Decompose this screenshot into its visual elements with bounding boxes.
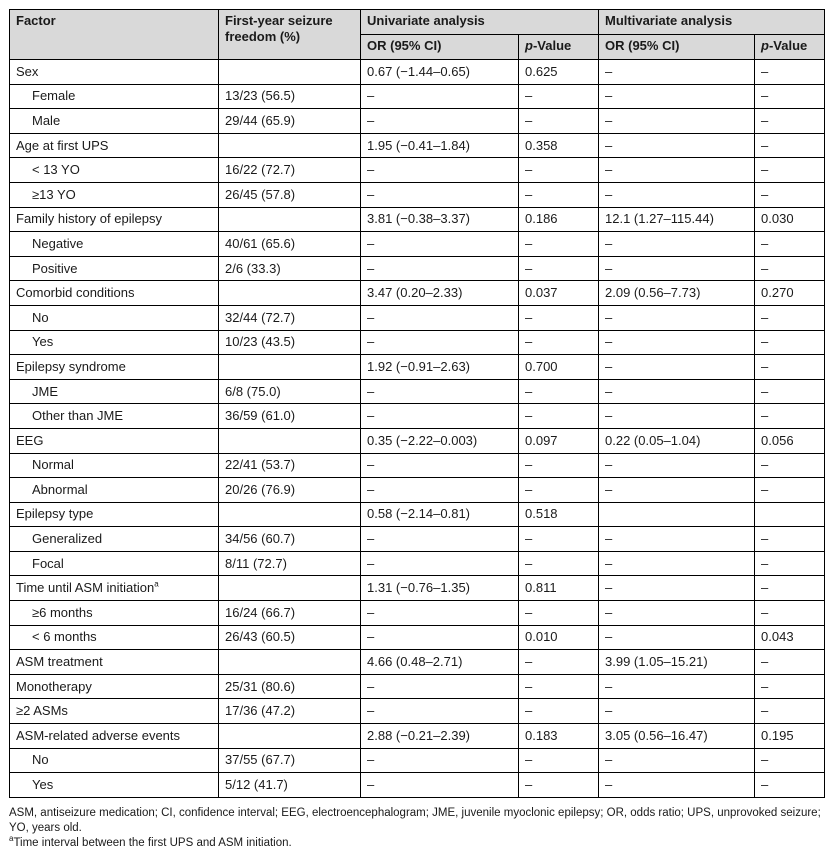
cell-multivariate-p: – [755,773,825,798]
cell-univariate-p: – [519,601,599,626]
table-row [10,502,825,527]
cell-univariate-p: – [519,330,599,355]
table-row [10,674,825,699]
table-row [10,158,825,183]
cell-multivariate-p: – [755,748,825,773]
table-row [10,527,825,552]
table-row [10,182,825,207]
cell-univariate-or: – [361,404,519,429]
table-row [10,379,825,404]
cell-multivariate-or: – [599,674,755,699]
cell-univariate-p: – [519,674,599,699]
cell-factor: Generalized [10,527,219,552]
cell-multivariate-p: 0.056 [755,428,825,453]
cell-multivariate-p: – [755,650,825,675]
cell-first-year-freedom [219,576,361,601]
cell-factor: Comorbid conditions [10,281,219,306]
cell-univariate-p: – [519,379,599,404]
cell-multivariate-p: – [755,232,825,257]
cell-multivariate-or: – [599,60,755,85]
cell-multivariate-or: – [599,256,755,281]
cell-first-year-freedom: 5/12 (41.7) [219,773,361,798]
cell-univariate-or: – [361,453,519,478]
cell-multivariate-p: – [755,527,825,552]
cell-univariate-p: – [519,256,599,281]
table-row [10,84,825,109]
cell-factor: < 13 YO [10,158,219,183]
cell-univariate-p: 0.358 [519,133,599,158]
cell-multivariate-p: – [755,84,825,109]
cell-factor: Normal [10,453,219,478]
cell-factor: ASM treatment [10,650,219,675]
cell-factor: Monotherapy [10,674,219,699]
cell-multivariate-p: 0.270 [755,281,825,306]
cell-univariate-p: 0.037 [519,281,599,306]
cell-multivariate-p: – [755,379,825,404]
cell-factor: ≥6 months [10,601,219,626]
header-factor: Factor [10,10,219,60]
cell-factor: Yes [10,330,219,355]
cell-factor: ≥13 YO [10,182,219,207]
cell-factor: ≥2 ASMs [10,699,219,724]
cell-factor: < 6 months [10,625,219,650]
cell-multivariate-or: – [599,699,755,724]
cell-first-year-freedom: 37/55 (67.7) [219,748,361,773]
cell-first-year-freedom: 20/26 (76.9) [219,478,361,503]
cell-multivariate-p: – [755,182,825,207]
cell-multivariate-or: – [599,748,755,773]
header-freedom-line1: First-year seizure [225,13,333,28]
cell-univariate-or: 3.81 (−0.38–3.37) [361,207,519,232]
table-row [10,281,825,306]
cell-multivariate-p: – [755,453,825,478]
cell-factor: Family history of epilepsy [10,207,219,232]
cell-multivariate-or: – [599,158,755,183]
cell-first-year-freedom: 32/44 (72.7) [219,305,361,330]
cell-first-year-freedom: 6/8 (75.0) [219,379,361,404]
cell-first-year-freedom [219,724,361,749]
cell-multivariate-p: – [755,133,825,158]
cell-first-year-freedom: 2/6 (33.3) [219,256,361,281]
cell-multivariate-or: – [599,551,755,576]
table-row [10,305,825,330]
cell-univariate-or: – [361,625,519,650]
cell-univariate-or: 1.95 (−0.41–1.84) [361,133,519,158]
cell-factor: Focal [10,551,219,576]
table-row [10,207,825,232]
cell-univariate-or: – [361,158,519,183]
cell-multivariate-p: – [755,355,825,380]
cell-multivariate-p: – [755,551,825,576]
cell-univariate-or: – [361,773,519,798]
cell-multivariate-p: – [755,699,825,724]
cell-multivariate-or: – [599,355,755,380]
cell-multivariate-p: – [755,330,825,355]
cell-multivariate-p [755,502,825,527]
cell-first-year-freedom: 29/44 (65.9) [219,109,361,134]
cell-first-year-freedom: 16/24 (66.7) [219,601,361,626]
cell-univariate-or: – [361,527,519,552]
footnote-marker: a [9,833,14,843]
cell-univariate-p: 0.811 [519,576,599,601]
cell-multivariate-or: – [599,773,755,798]
footnote-abbreviations: ASM, antiseizure medication; CI, confidence interval; EEG, electroencephalogram; JME, juvenile myoclonic epilepsy; OR, odds ratio; UPS, unprovoked seizure; YO, years old. [9,806,821,834]
table-row [10,133,825,158]
cell-univariate-or: 1.31 (−0.76–1.35) [361,576,519,601]
cell-univariate-or: 0.35 (−2.22–0.003) [361,428,519,453]
cell-multivariate-or: 0.22 (0.05–1.04) [599,428,755,453]
cell-multivariate-or: – [599,478,755,503]
cell-multivariate-or: – [599,527,755,552]
header-uni-p: p-Value [519,35,599,60]
cell-univariate-p: 0.183 [519,724,599,749]
cell-univariate-p: – [519,453,599,478]
cell-first-year-freedom [219,355,361,380]
cell-first-year-freedom [219,207,361,232]
cell-univariate-p: – [519,748,599,773]
cell-multivariate-p: – [755,60,825,85]
table-row [10,773,825,798]
cell-univariate-p: – [519,305,599,330]
cell-multivariate-or: 2.09 (0.56–7.73) [599,281,755,306]
cell-univariate-p: 0.518 [519,502,599,527]
cell-univariate-or: – [361,379,519,404]
cell-univariate-p: 0.700 [519,355,599,380]
cell-first-year-freedom: 36/59 (61.0) [219,404,361,429]
cell-univariate-p: – [519,109,599,134]
cell-factor: Age at first UPS [10,133,219,158]
cell-factor: Other than JME [10,404,219,429]
cell-factor: Time until ASM initiation$^a$ [10,576,219,601]
cell-multivariate-p: – [755,305,825,330]
table-row [10,650,825,675]
header-multi-or: OR (95% CI) [599,35,755,60]
table-row [10,109,825,134]
footnote-ref: a [154,579,159,589]
cell-factor: No [10,748,219,773]
cell-univariate-p: – [519,773,599,798]
cell-multivariate-or: – [599,182,755,207]
cell-multivariate-or: – [599,330,755,355]
cell-multivariate-p: – [755,478,825,503]
table-row [10,625,825,650]
cell-multivariate-p: – [755,158,825,183]
seizure-freedom-table [9,9,825,798]
table-footnotes [9,806,824,851]
cell-first-year-freedom [219,281,361,306]
cell-univariate-p: 0.097 [519,428,599,453]
cell-factor: Positive [10,256,219,281]
cell-univariate-or: – [361,232,519,257]
cell-univariate-p: – [519,232,599,257]
cell-factor: Yes [10,773,219,798]
cell-univariate-p: – [519,404,599,429]
cell-factor: Sex [10,60,219,85]
table-row [10,428,825,453]
cell-univariate-p: – [519,650,599,675]
cell-first-year-freedom [219,650,361,675]
table-row [10,601,825,626]
cell-multivariate-p: – [755,576,825,601]
cell-univariate-or: – [361,551,519,576]
table-row [10,724,825,749]
cell-first-year-freedom: 26/45 (57.8) [219,182,361,207]
cell-univariate-or: 0.58 (−2.14–0.81) [361,502,519,527]
cell-multivariate-or: – [599,133,755,158]
cell-univariate-p: – [519,527,599,552]
cell-factor: Male [10,109,219,134]
cell-first-year-freedom [219,428,361,453]
footnote-text: Time interval between the first UPS and ASM initiation. [13,836,292,849]
table-row [10,748,825,773]
cell-multivariate-or: – [599,625,755,650]
cell-multivariate-p: – [755,674,825,699]
cell-multivariate-or: – [599,232,755,257]
cell-univariate-p: – [519,478,599,503]
cell-univariate-or: – [361,305,519,330]
results-table-container [9,9,824,851]
cell-first-year-freedom: 26/43 (60.5) [219,625,361,650]
cell-univariate-or: – [361,182,519,207]
cell-multivariate-or: – [599,453,755,478]
cell-multivariate-p: – [755,256,825,281]
cell-multivariate-or: – [599,576,755,601]
cell-univariate-p: – [519,182,599,207]
cell-multivariate-or: – [599,601,755,626]
cell-first-year-freedom: 13/23 (56.5) [219,84,361,109]
cell-first-year-freedom: 34/56 (60.7) [219,527,361,552]
cell-first-year-freedom: 40/61 (65.6) [219,232,361,257]
cell-multivariate-or: 12.1 (1.27–115.44) [599,207,755,232]
cell-factor: Abnormal [10,478,219,503]
cell-univariate-or: – [361,699,519,724]
footnote-a [9,833,824,851]
cell-factor: Epilepsy syndrome [10,355,219,380]
cell-first-year-freedom [219,60,361,85]
cell-first-year-freedom: 25/31 (80.6) [219,674,361,699]
cell-univariate-or: – [361,601,519,626]
cell-univariate-or: – [361,748,519,773]
cell-multivariate-p: – [755,109,825,134]
cell-first-year-freedom [219,133,361,158]
header-freedom-line2: freedom (%) [225,29,301,44]
cell-multivariate-p: – [755,404,825,429]
cell-univariate-or: 4.66 (0.48–2.71) [361,650,519,675]
cell-factor: No [10,305,219,330]
cell-univariate-or: – [361,674,519,699]
cell-factor: Female [10,84,219,109]
cell-first-year-freedom [219,502,361,527]
cell-univariate-or: 1.92 (−0.91–2.63) [361,355,519,380]
table-row [10,551,825,576]
cell-first-year-freedom: 8/11 (72.7) [219,551,361,576]
table-row [10,404,825,429]
cell-factor: Epilepsy type [10,502,219,527]
cell-univariate-or: 0.67 (−1.44–0.65) [361,60,519,85]
cell-univariate-p: – [519,158,599,183]
cell-factor: ASM-related adverse events [10,724,219,749]
cell-univariate-or: 2.88 (−0.21–2.39) [361,724,519,749]
cell-univariate-p: – [519,699,599,724]
table-row [10,60,825,85]
table-row [10,453,825,478]
cell-univariate-p: – [519,84,599,109]
cell-multivariate-or: – [599,305,755,330]
cell-univariate-p: 0.186 [519,207,599,232]
cell-multivariate-or: – [599,404,755,429]
cell-univariate-or: – [361,256,519,281]
table-header [10,10,825,60]
header-multi-p: p-Value [755,35,825,60]
header-first-year-freedom [219,10,361,60]
cell-factor: Negative [10,232,219,257]
header-uni-or: OR (95% CI) [361,35,519,60]
cell-multivariate-p: 0.195 [755,724,825,749]
cell-multivariate-p: 0.030 [755,207,825,232]
table-row [10,330,825,355]
cell-first-year-freedom: 16/22 (72.7) [219,158,361,183]
cell-first-year-freedom: 22/41 (53.7) [219,453,361,478]
table-row [10,355,825,380]
cell-multivariate-or [599,502,755,527]
cell-univariate-or: – [361,478,519,503]
table-row [10,576,825,601]
table-row [10,699,825,724]
cell-multivariate-p: – [755,601,825,626]
cell-factor: JME [10,379,219,404]
header-univariate: Univariate analysis [361,10,599,35]
cell-univariate-or: – [361,330,519,355]
cell-univariate-p: 0.625 [519,60,599,85]
cell-factor: EEG [10,428,219,453]
cell-multivariate-or: 3.99 (1.05–15.21) [599,650,755,675]
cell-univariate-or: – [361,109,519,134]
cell-multivariate-or: – [599,84,755,109]
cell-univariate-p: – [519,551,599,576]
cell-first-year-freedom: 10/23 (43.5) [219,330,361,355]
table-body [10,60,825,798]
table-row [10,256,825,281]
table-row [10,478,825,503]
cell-multivariate-p: 0.043 [755,625,825,650]
cell-multivariate-or: – [599,379,755,404]
header-multivariate: Multivariate analysis [599,10,825,35]
cell-multivariate-or: – [599,109,755,134]
cell-first-year-freedom: 17/36 (47.2) [219,699,361,724]
cell-univariate-p: 0.010 [519,625,599,650]
table-row [10,232,825,257]
cell-univariate-or: 3.47 (0.20–2.33) [361,281,519,306]
cell-multivariate-or: 3.05 (0.56–16.47) [599,724,755,749]
cell-univariate-or: – [361,84,519,109]
